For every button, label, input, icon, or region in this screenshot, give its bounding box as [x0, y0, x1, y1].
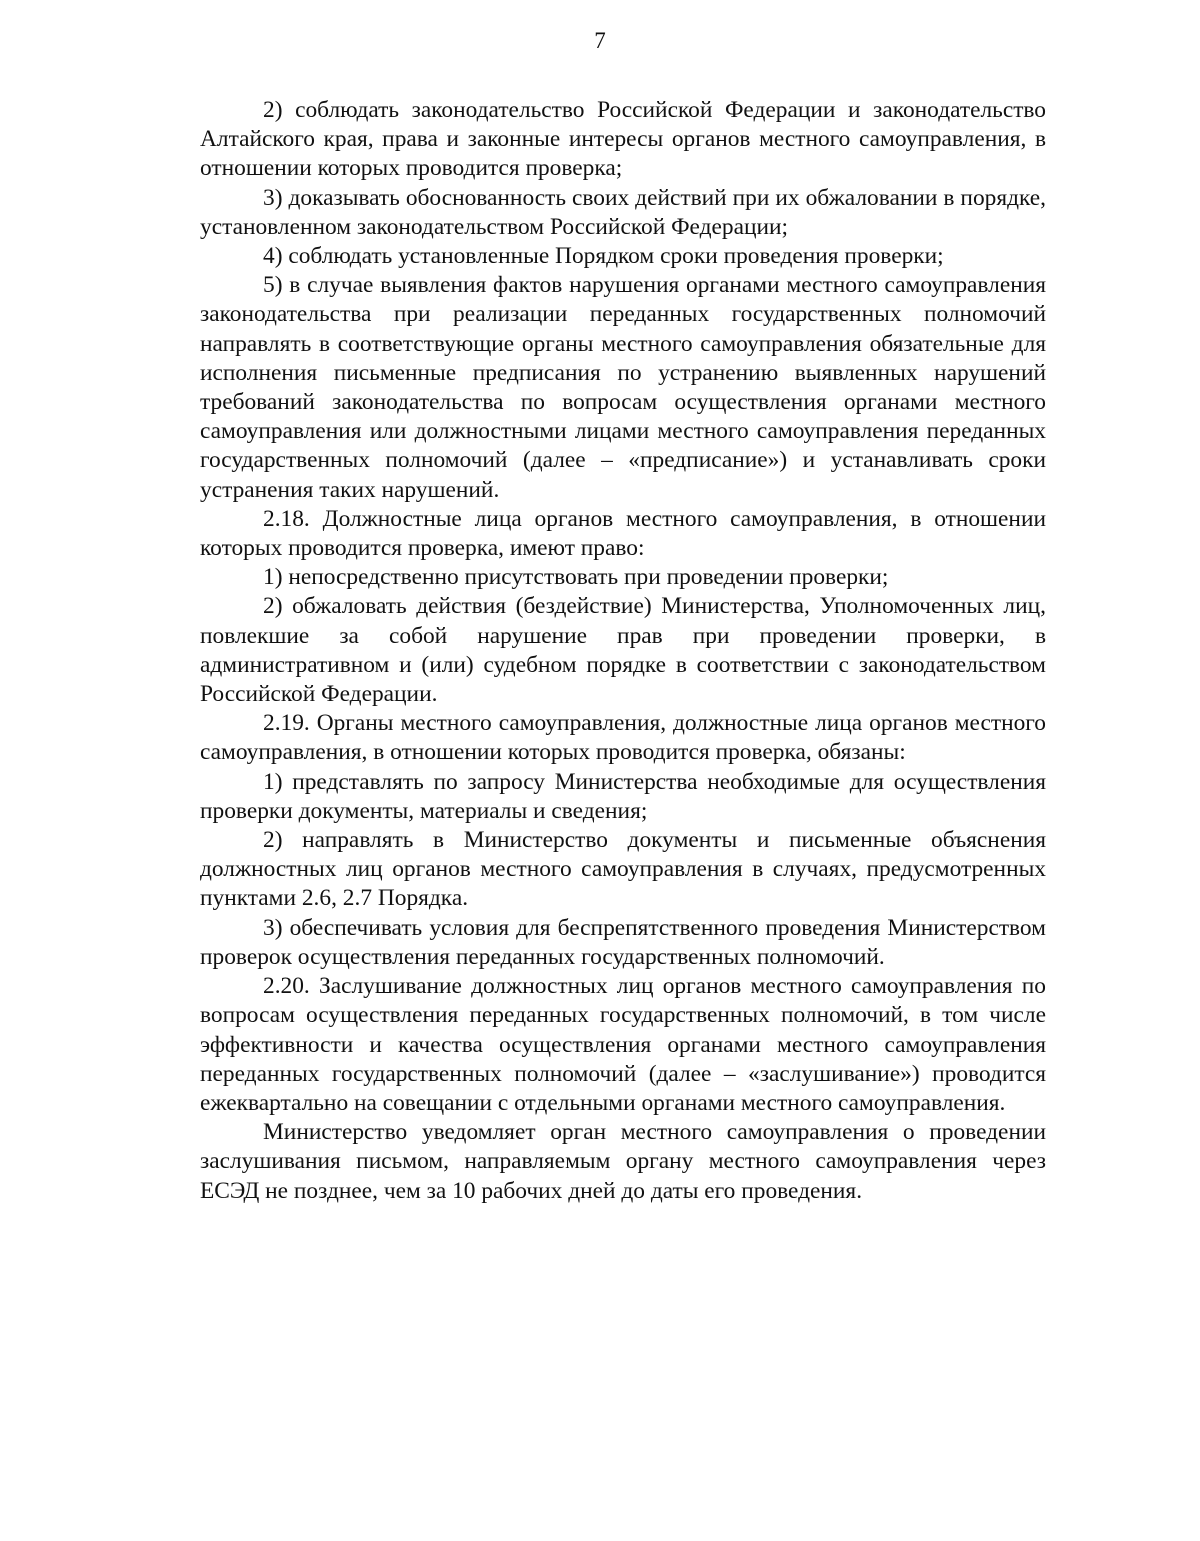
- paragraph-item-5-obligation: 5) в случае выявления фактов нарушения органами местного самоуправления законодательства при реализации переданных государственных полномочий направлять в соответствующие органы местного самоуправления обязательные для исполнения письменные предписания по устранению выявленных нарушений требований законодательства по вопросам осуществления органами местного самоуправления или должностными лицами местного самоуправления переданных государственных полномочий (далее – «предписание») и устанавливать сроки устранения таких нарушений.: [200, 272, 1046, 503]
- paragraph-section-2-19: 2.19. Органы местного самоуправления, должностные лица органов местного самоуправления, в отношении которых проводится проверка, обязаны:: [200, 710, 1046, 766]
- paragraph-item-2-obligation: 2) соблюдать законодательство Российской Федерации и законодательство Алтайского края, права и законные интересы органов местного самоуправления, в отношении которых проводится проверка;: [200, 97, 1046, 182]
- paragraph-right-2: 2) обжаловать действия (бездействие) Министерства, Уполномоченных лиц, повлекшие за собой нарушение прав при проведении проверки, в административном и (или) судебном порядке в соответствии с законодательством Российской Федерации.: [200, 593, 1046, 708]
- paragraph-item-4-obligation: 4) соблюдать установленные Порядком сроки проведения проверки;: [263, 243, 944, 270]
- paragraph-section-2-18: 2.18. Должностные лица органов местного самоуправления, в отношении которых проводится проверка, имеют право:: [200, 505, 1046, 562]
- document-body: [200, 96, 1046, 1206]
- page-number: 7: [594, 28, 606, 53]
- paragraph-section-2-20: 2.20. Заслушивание должностных лиц органов местного самоуправления по вопросам осуществления переданных государственных полномочий, в том числе эффективности и качества осуществления органами местного самоуправления переданных государственных полномочий (далее – «заслушивание») проводится ежеквартально на совещании с отдельными органами местного самоуправления.: [200, 973, 1046, 1116]
- paragraph-duty-1: 1) представлять по запросу Министерства необходимые для осуществления проверки документы, материалы и сведения;: [200, 768, 1046, 824]
- paragraph-duty-2: 2) направлять в Министерство документы и письменные объяснения должностных лиц органов местного самоуправления в случаях, предусмотренных пунктами 2.6, 2.7 Порядка.: [200, 827, 1046, 912]
- paragraph-duty-3: 3) обеспечивать условия для беспрепятственного проведения Министерством проверок осуществления переданных государственных полномочий.: [200, 914, 1046, 970]
- paragraph-right-1: 1) непосредственно присутствовать при проведении проверки;: [263, 564, 889, 591]
- paragraph-item-3-obligation: 3) доказывать обоснованность своих действий при их обжаловании в порядке, установленном законодательством Российской Федерации;: [200, 184, 1046, 240]
- paragraph-notification: Министерство уведомляет орган местного самоуправления о проведении заслушивания письмом, направляемым органу местного самоуправления через ЕСЭД не позднее, чем за 10 рабочих дней до даты его проведения.: [200, 1119, 1046, 1204]
